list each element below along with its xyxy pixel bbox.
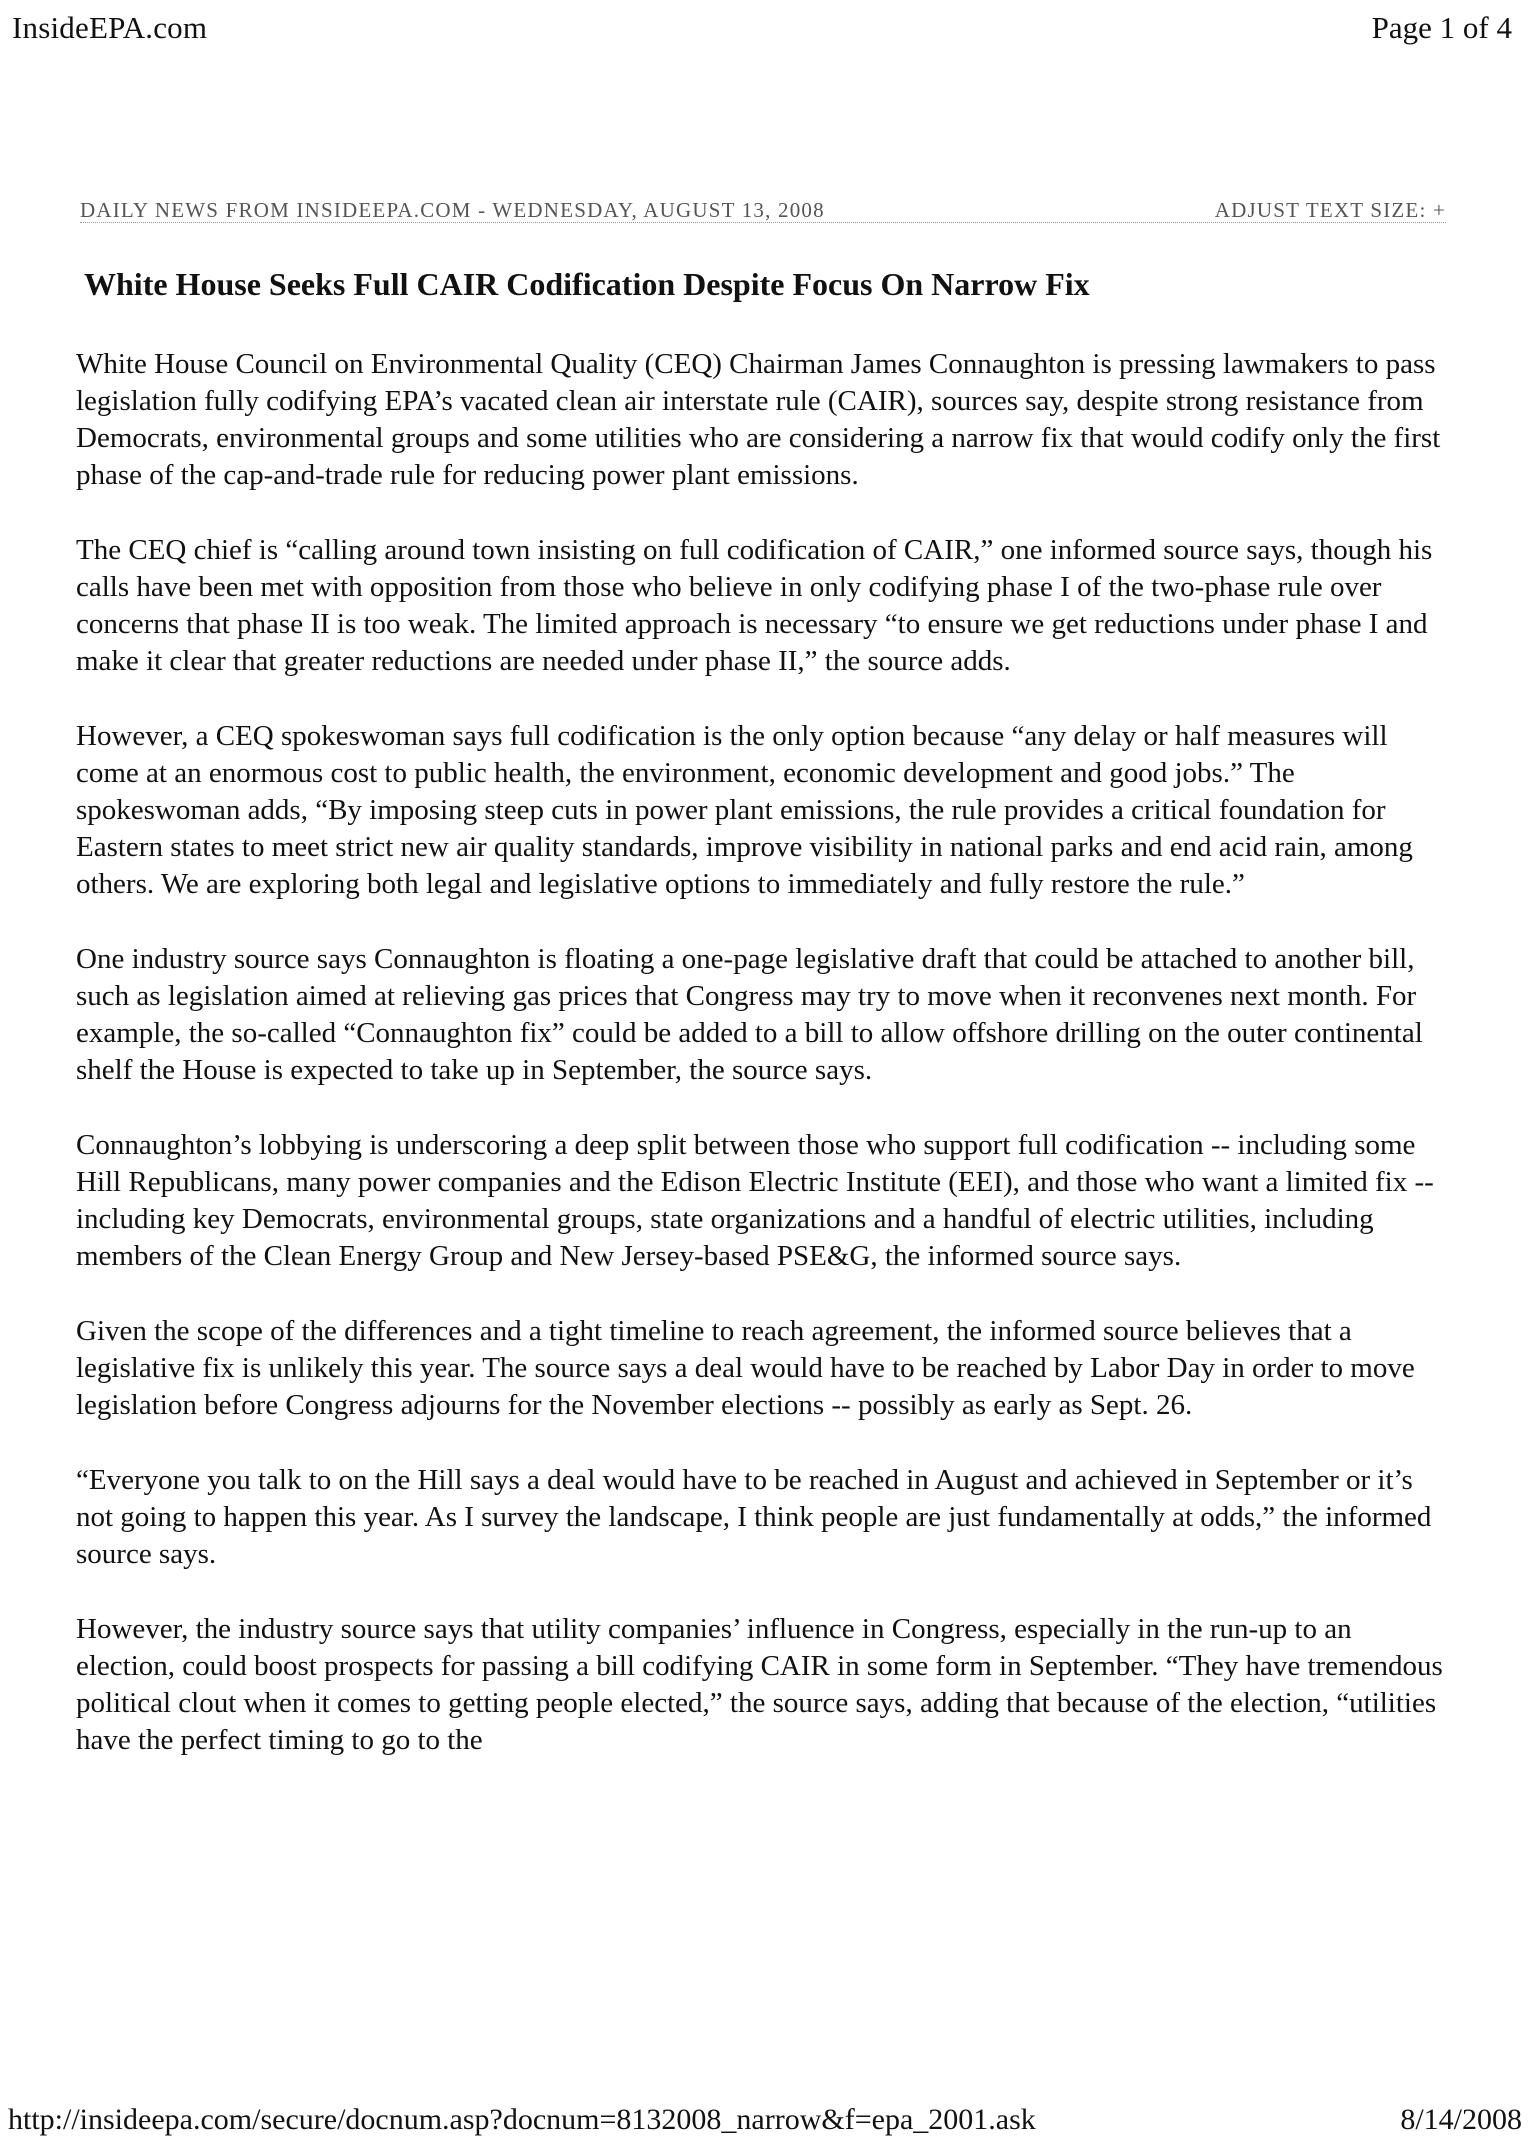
article-paragraph: Connaughton’s lobbying is underscoring a deep split between those who support full codification -- including some Hill Republicans, many power companies and the Edison Electric Institute (EEI), and those who want a limited fix -- including key Democrats, environmental groups, state organizations and a handful of electric utilities, including members of the Clean Energy Group and New Jersey-based PSE&G, the informed source says.	[76, 1129, 1434, 1272]
article-headline: White House Seeks Full CAIR Codification Despite Focus On Narrow Fix	[84, 266, 1090, 302]
print-url: http://insideepa.com/secure/docnum.asp?docnum=8132008_narrow&f=epa_2001.ask	[8, 2103, 1036, 2136]
article-paragraph: Given the scope of the differences and a tight timeline to reach agreement, the informed source believes that a legislative fix is unlikely this year. The source says a deal would have to be reached by Labor Day in order to move legislation before Congress adjourns for the November elections -- possibly as early as Sept. 26.	[76, 1315, 1415, 1421]
site-name: InsideEPA.com	[12, 10, 208, 45]
banner-date-text: DAILY NEWS FROM INSIDEEPA.COM - WEDNESDAY, AUGUST 13, 2008	[80, 198, 825, 222]
article-paragraph: One industry source says Connaughton is floating a one-page legislative draft that could be attached to another bill, such as legislation aimed at relieving gas prices that Congress may try to move when it reconvenes next month. For example, the so-called “Connaughton fix” could be added to a bill to allow offshore drilling on the outer continental shelf the House is expected to take up in September, the source says.	[76, 943, 1423, 1086]
article-body	[76, 346, 1456, 1797]
article-paragraph: However, a CEQ spokeswoman says full codification is the only option because “any delay or half measures will come at an enormous cost to public health, the environment, economic development and good jobs.” The spokeswoman adds, “By imposing steep cuts in power plant emissions, the rule provides a critical foundation for Eastern states to meet strict new air quality standards, improve visibility in national parks and end acid rain, among others. We are exploring both legal and legislative options to immediately and fully restore the rule.”	[76, 720, 1413, 900]
article-paragraph: “Everyone you talk to on the Hill says a deal would have to be reached in August and achieved in September or it’s not going to happen this year. As I survey the landscape, I think people are just fundamentally at odds,” the informed source says.	[76, 1464, 1432, 1570]
banner-divider	[80, 222, 1446, 223]
page-number: Page 1 of 4	[1371, 10, 1512, 45]
article-paragraph: White House Council on Environmental Quality (CEQ) Chairman James Connaughton is pressing lawmakers to pass legislation fully codifying EPA’s vacated clean air interstate rule (CAIR), sources say, despite strong resistance from Democrats, environmental groups and some utilities who are considering a narrow fix that would codify only the first phase of the cap-and-trade rule for reducing power plant emissions.	[76, 348, 1441, 491]
article-paragraph: The CEQ chief is “calling around town insisting on full codification of CAIR,” one informed source says, though his calls have been met with opposition from those who believe in only codifying phase I of the two-phase rule over concerns that phase II is too weak. The limited approach is necessary “to ensure we get reductions under phase I and make it clear that greater reductions are needed under phase II,” the source adds.	[76, 534, 1433, 677]
news-banner	[80, 190, 1446, 230]
adjust-text-size-link[interactable]: ADJUST TEXT SIZE: +	[1214, 198, 1446, 222]
print-date: 8/14/2008	[1400, 2103, 1522, 2136]
article-paragraph: However, the industry source says that utility companies’ influence in Congress, especially in the run-up to an election, could boost prospects for passing a bill codifying CAIR in some form in September. “They have tremendous political clout when it comes to getting people elected,” the source says, adding that because of the election, “utilities have the perfect timing to go to the	[76, 1613, 1443, 1756]
